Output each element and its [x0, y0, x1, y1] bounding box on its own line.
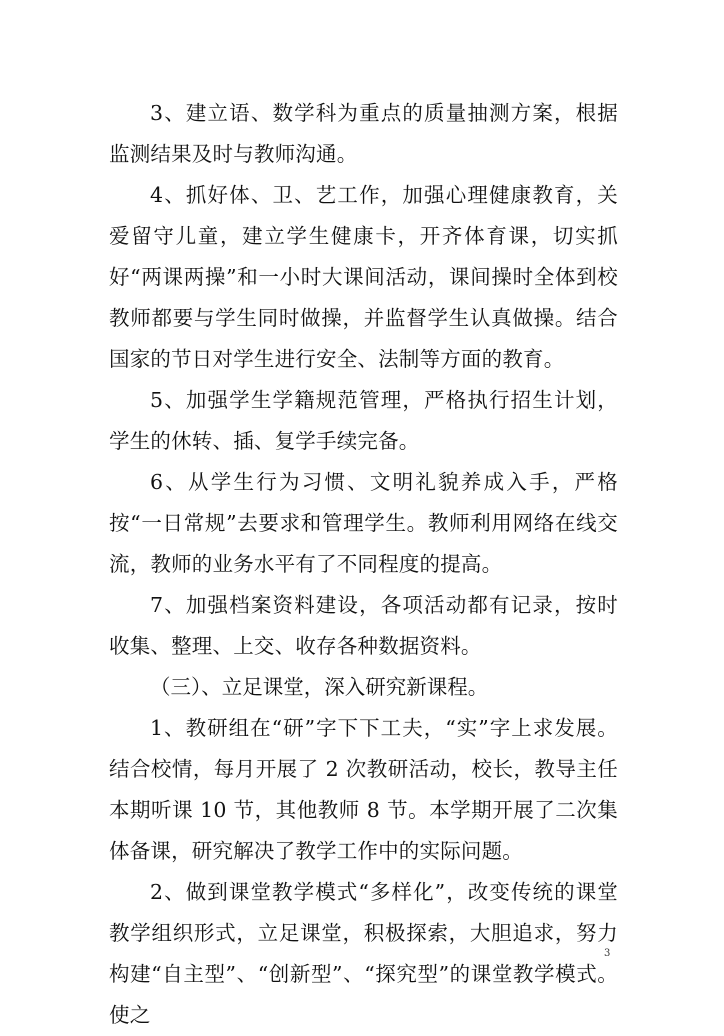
document-body: [109, 93, 618, 1036]
paragraph-item-4: 4、抓好体、卫、艺工作，加强心理健康教育，关爱留守儿童，建立学生健康卡，开齐体育课，切实抓好“两课两操”和一小时大课间活动，课间操时全体到校教师都要与学生同时做操，并监督学生认真做操。结合国家的节日对学生进行安全、法制等方面的教育。: [109, 183, 618, 371]
paragraph-item-5: 5、加强学生学籍规范管理，严格执行招生计划，学生的休转、插、复学手续完备。: [109, 388, 618, 453]
paragraph-item-3: 3、建立语、数学科为重点的质量抽测方案，根据监测结果及时与教师沟通。: [109, 101, 618, 166]
page-number: 3: [604, 948, 611, 959]
section-paragraph-1: 1、教研组在“研”字下下工夫，“实”字上求发展。结合校情，每月开展了 2 次教研活动，校长，教导主任本期听课 10 节，其他教师 8 节。本学期开展了二次集体备课，研究解决了教学工作中的实际问题。: [109, 716, 618, 863]
paragraph-item-7: 7、加强档案资料建设，各项活动都有记录，按时收集、整理、上交、收存各种数据资料。: [109, 593, 618, 658]
section-paragraph-2: 2、做到课堂教学模式“多样化”，改变传统的课堂教学组织形式，立足课堂，积极探索，大胆追求，努力构建“自主型”、“创新型”、“探究型”的课堂教学模式。使之: [109, 880, 618, 1027]
section-heading: （三）、立足课堂，深入研究新课程。: [150, 675, 489, 699]
paragraph-item-6: 6、从学生行为习惯、文明礼貌养成入手，严格按“一日常规”去要求和管理学生。教师利用网络在线交流，教师的业务水平有了不同程度的提高。: [109, 470, 618, 576]
